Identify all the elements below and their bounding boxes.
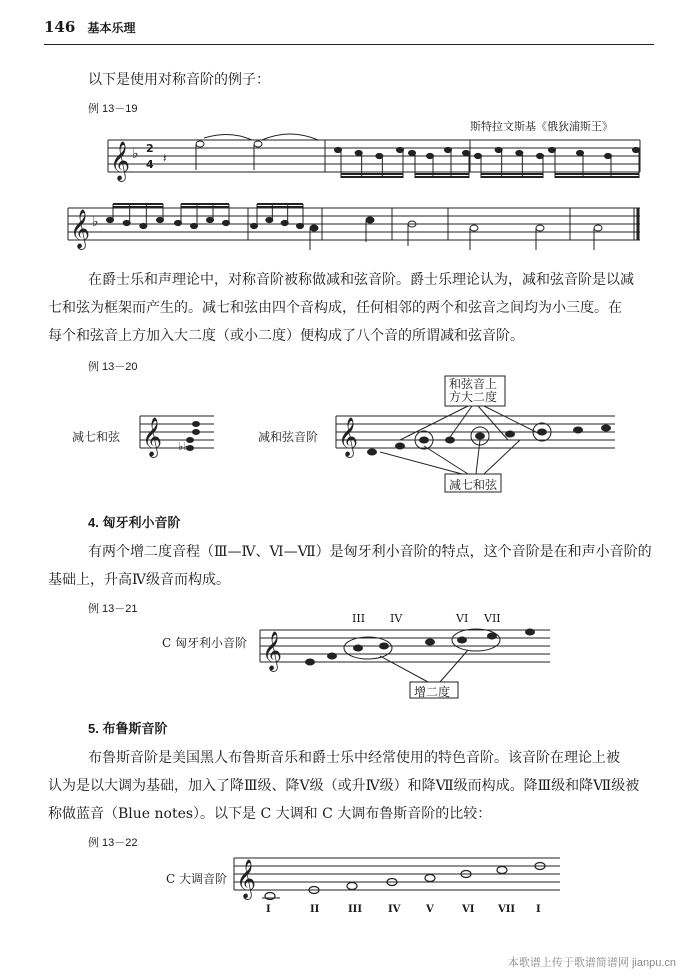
section5-line3: 称做蓝音（Blue notes）。以下是 C 大调和 C 大调布鲁斯音阶的比较： [48,806,492,822]
book-title: 基本乐理 [87,21,136,35]
section4-line2: 基础上，升高Ⅳ级音而构成。 [48,572,230,588]
note-head [538,429,547,435]
para1-line1: 在爵士乐和声理论中，对称音阶被称做减和弦音阶。爵士乐理论认为，减和弦音阶是以减 [88,272,634,288]
note-head [191,223,198,228]
note-head [123,220,130,225]
note-head [420,437,429,443]
note-head [107,217,114,222]
section5-line1: 布鲁斯音阶是美国黑人布鲁斯音乐和爵士乐中经常使用的特色音阶。该音阶在理论上被 [88,750,620,766]
note-head [207,217,214,222]
time-sig-top: 2 [146,142,154,155]
note-head [306,659,315,665]
example-label-3: 例 13－21 [88,603,138,615]
note-head [328,653,337,659]
note-head [594,225,602,231]
box-bottom: 减七和弦 [449,478,498,492]
treble-clef-icon: 𝄞 [70,209,91,249]
scale-degree-label: VII [498,904,516,915]
note-head [463,150,470,155]
section4-heading: 4. 匈牙利小音阶 [88,515,181,530]
svg-text:𝄞: 𝄞 [142,417,163,457]
svg-text:♭♭: ♭♭ [178,440,189,453]
degree-vi: VI [456,612,469,625]
major-scale-label: C 大调音阶 [166,872,227,886]
note-head [368,449,377,455]
note-head [175,220,182,225]
aug2-box: 增二度 [414,685,451,699]
footer-watermark: 本歌谱上传于歌谱简谱网 jianpu.cn [507,957,676,969]
note-head [251,223,258,228]
example-label-1: 例 13－19 [88,103,138,115]
section4-line1: 有两个增二度音程（Ⅲ—Ⅳ、Ⅵ—Ⅶ）是匈牙利小音阶的特点，这个音阶是在和声小音阶的 [88,544,652,560]
treble-clef-icon: 𝄞 [110,141,131,181]
intro-text: 以下是使用对称音阶的例子： [88,72,270,88]
scale-degree-label: IV [388,904,401,915]
section5-heading: 5. 布鲁斯音阶 [88,721,168,736]
note-head [537,153,544,158]
note-head [516,150,523,155]
note-head [602,425,611,431]
svg-text:𝄞: 𝄞 [236,859,257,899]
degree-vii: VII [484,612,501,625]
note-head [497,867,507,874]
note-head [347,883,357,890]
note-head [506,431,515,437]
note-head [427,153,434,158]
time-sig-bottom: 4 [146,158,154,171]
example-label-4: 例 13－22 [88,837,138,849]
note-head [157,217,164,222]
note-head [376,153,383,158]
para1-line3: 每个和弦音上方加入大二度（或小二度）便构成了八个音的所谓减和弦音阶。 [48,328,524,344]
note-head [475,153,482,158]
dim7-label: 减七和弦 [72,430,121,444]
degree-iv: IV [390,612,403,625]
note-head [409,150,416,155]
note-head [488,633,497,639]
note-head [366,217,374,223]
para1-line2: 七和弦为框架而产生的。减七和弦由四个音构成，任何相邻的两个和弦音之间均为小三度。在 [48,300,622,316]
note-head [549,147,556,152]
note-head [577,150,584,155]
section5-line2: 认为是以大调为基础，加入了降Ⅲ级、降Ⅴ级（或升Ⅳ级）和降Ⅶ级而构成。降Ⅲ级和降Ⅶ级被 [48,778,640,794]
note-head [458,637,467,643]
note-head [536,225,544,231]
note-head [605,153,612,158]
staff-1 [108,140,640,172]
svg-text:𝄽: 𝄽 [163,151,167,165]
example-label-2: 例 13－20 [88,361,138,373]
dimscale-label: 减和弦音阶 [258,430,319,444]
note-head [425,875,435,882]
note-head [397,147,404,152]
note-head [140,223,147,228]
scale-degree-label: I [266,904,271,915]
note-head [310,225,318,231]
note-head [470,225,478,231]
scale-degree-label: V [426,904,434,915]
scale-degree-label: III [348,904,363,915]
svg-text:♭: ♭ [132,146,139,162]
note-head [495,147,502,152]
box-top [449,378,497,404]
note-head [574,427,583,433]
note-head [426,639,435,645]
staff-2 [68,208,640,240]
degree-iii: III [352,612,366,625]
note-head [297,223,304,228]
box-top-line2: 方大二度 [449,390,498,404]
page-number: 146 [44,18,76,36]
note-head [266,217,273,222]
note-head [355,150,362,155]
box-top-line1: 和弦音上 [449,377,498,391]
example-credit: 斯特拉文斯基《俄狄浦斯王》 [470,120,613,133]
svg-text:𝄞: 𝄞 [338,417,359,457]
hungarian-scale-label: C 匈牙利小音阶 [162,636,247,650]
scale-degree-label: I [536,904,541,915]
svg-text:𝄞: 𝄞 [262,631,283,671]
note-head [396,443,405,449]
scale-degree-label: VI [462,904,475,915]
note-head [281,220,288,225]
note-head [526,629,535,635]
note-head [445,147,452,152]
svg-text:♭: ♭ [92,214,99,230]
note-head [335,147,342,152]
note-head [223,220,230,225]
note-head [380,643,389,649]
note-head [633,147,640,152]
scale-degree-label: II [310,904,320,915]
note-head [476,433,485,439]
note-head [354,645,363,651]
